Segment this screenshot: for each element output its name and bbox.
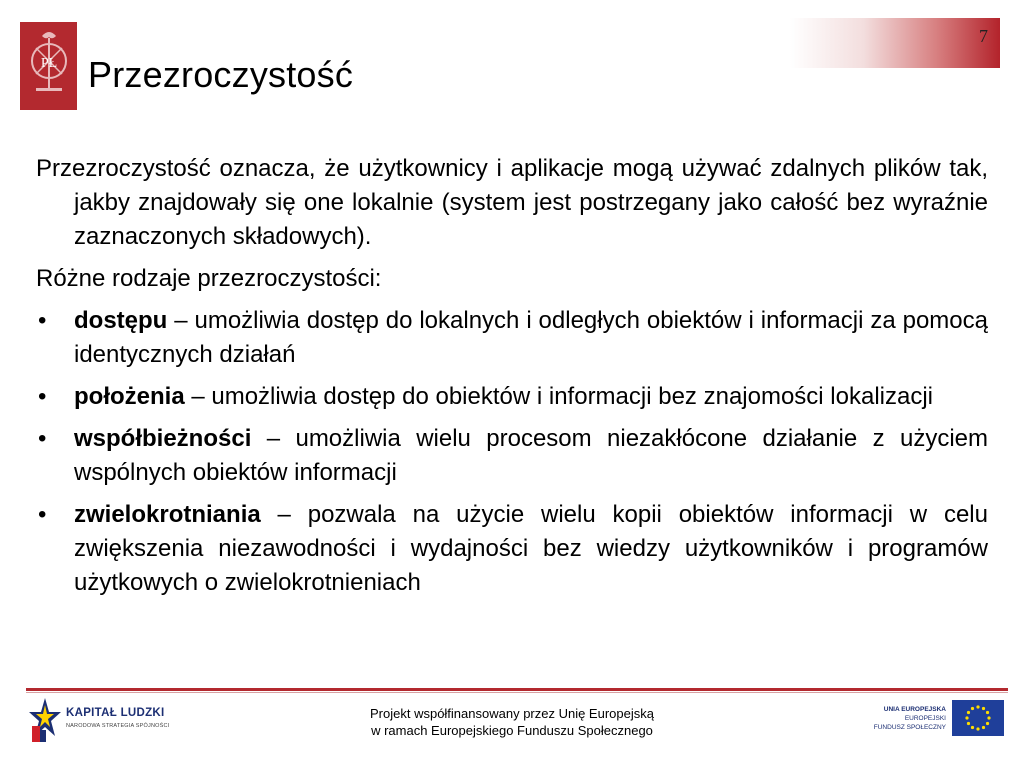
- bullet-icon: •: [38, 425, 47, 452]
- eu-star: [986, 722, 989, 725]
- page-number: 7: [979, 26, 988, 46]
- list-item: [36, 304, 988, 372]
- item-text: – umożliwia dostęp do lokalnych i odległych obiektów i informacji za pomocą identycznych działań: [74, 307, 988, 368]
- eu-line-1: UNIA EUROPEJSKA: [883, 706, 946, 713]
- item-text: – umożliwia dostęp do obiektów i informacji bez znajomości lokalizacji: [184, 383, 934, 410]
- footer-divider: [26, 688, 1008, 691]
- eu-star: [967, 711, 970, 714]
- eu-star: [971, 707, 974, 710]
- list-item: [36, 498, 988, 600]
- intro-paragraph: Przezroczystość oznacza, że użytkownicy i aplikacje mogą używać zdalnych plików tak, jakby znajdowały się one lokalnie (system jest postrzegany jako całość bez wyraźnie zaznaczonych składowych).: [36, 155, 988, 250]
- eu-logo: [866, 700, 1006, 740]
- kapital-ludzki-star-icon: [28, 696, 62, 744]
- title-gradient-bar: [790, 18, 1000, 68]
- logo-text: PŁ: [40, 56, 57, 71]
- eu-fund-label: [874, 705, 946, 732]
- item-text: – pozwala na użycie wielu kopii obiektów informacji w celu zwiększenia niezawodności i wydajności bez wiedzy użytkowników i programów użytkowych o zwielokrotnieniach: [74, 501, 988, 596]
- eu-line-2: EUROPEJSKI: [904, 715, 946, 722]
- eu-star: [982, 707, 985, 710]
- footer-divider-thin: [26, 692, 1008, 693]
- eu-star: [971, 726, 974, 729]
- university-logo: [20, 22, 77, 110]
- eu-flag-icon: [952, 700, 1004, 736]
- bullet-icon: •: [38, 307, 47, 334]
- eu-star: [967, 722, 970, 725]
- eu-star: [976, 705, 979, 708]
- eu-star: [987, 716, 990, 719]
- slide-title: Przezroczystość: [88, 54, 354, 95]
- types-heading: Różne rodzaje przezroczystości:: [36, 265, 382, 292]
- kapital-ludzki-logo: [28, 696, 218, 746]
- item-term: współbieżności: [74, 425, 252, 452]
- kapital-ludzki-subtitle: NARODOWA STRATEGIA SPÓJNOŚCI: [66, 723, 170, 729]
- transparency-types-list: [36, 304, 988, 600]
- list-item: [36, 380, 988, 414]
- slide-content: [36, 152, 988, 608]
- eu-star: [965, 716, 968, 719]
- bullet-icon: •: [38, 501, 47, 528]
- eu-line-3: FUNDUSZ SPOŁECZNY: [873, 724, 946, 731]
- eu-star: [982, 726, 985, 729]
- project-funding-note: [320, 705, 704, 739]
- project-line-2: w ramach Europejskiego Funduszu Społecznego: [371, 723, 653, 738]
- item-term: zwielokrotniania: [74, 501, 261, 528]
- university-emblem-icon: [24, 26, 74, 106]
- item-term: położenia: [74, 383, 185, 410]
- bullet-icon: •: [38, 383, 47, 410]
- item-term: dostępu: [74, 307, 168, 334]
- eu-star: [986, 711, 989, 714]
- eu-star: [976, 727, 979, 730]
- list-item: [36, 422, 988, 490]
- item-text: – umożliwia wielu procesom niezakłócone działanie z użyciem wspólnych obiektów informacji: [74, 425, 988, 486]
- project-line-1: Projekt współfinansowany przez Unię Europejską: [370, 706, 654, 721]
- kapital-ludzki-name: KAPITAŁ LUDZKI: [66, 707, 165, 719]
